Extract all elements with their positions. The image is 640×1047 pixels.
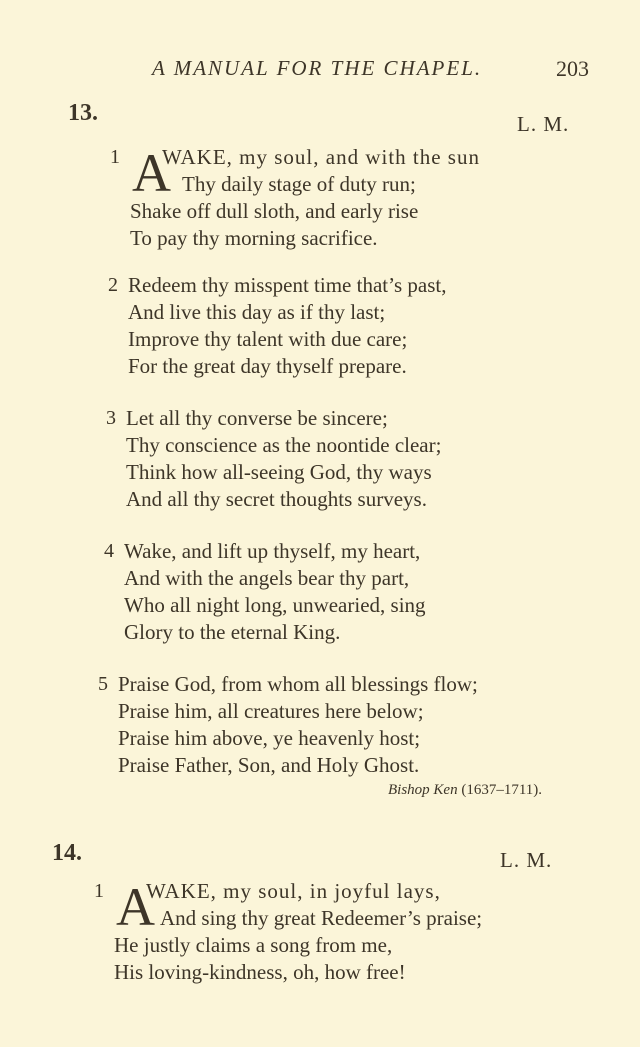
stanza-number: 5 (98, 673, 108, 695)
verse-line: Praise God, from whom all blessings flow; (118, 672, 478, 696)
verse-line: Let all thy converse be sincere; (126, 406, 388, 430)
verse-line: His loving-kindness, oh, how free! (114, 960, 406, 984)
verse-line: WAKE, my soul, and with the sun (162, 145, 480, 169)
verse-line: WAKE, my soul, in joyful lays, (146, 879, 441, 903)
verse-line: Who all night long, unwearied, sing (124, 593, 426, 617)
verse-line: Redeem thy misspent time that’s past, (128, 273, 447, 297)
drop-cap: A (132, 143, 171, 203)
stanza-number: 1 (94, 880, 104, 902)
verse-line: Shake off dull sloth, and early rise (130, 199, 419, 223)
hymn-number-13: 13. (68, 100, 98, 126)
verse-line: Improve thy talent with due care; (128, 327, 408, 351)
stanza-number: 2 (108, 274, 118, 296)
verse-line: He justly claims a song from me, (114, 933, 393, 957)
verse-line: And sing thy great Redeemer’s praise; (160, 906, 483, 930)
stanza-number: 1 (110, 146, 120, 168)
author-name: Bishop Ken (388, 782, 458, 798)
verse-line: And all thy secret thoughts surveys. (126, 487, 427, 511)
hymn-14-meter: L. M. (500, 848, 553, 872)
verse-line: Praise him, all creatures here below; (118, 699, 424, 723)
verse-line: For the great day thyself prepare. (128, 354, 407, 378)
author-dates: (1637–1711). (461, 782, 543, 798)
drop-cap: A (116, 877, 155, 937)
hymn-number-14: 14. (52, 840, 82, 866)
verse-line: Praise him above, ye heavenly host; (118, 726, 421, 750)
hymn-13-meter: L. M. (517, 112, 570, 136)
stanza-number: 4 (104, 540, 114, 562)
page-number: 203 (556, 56, 589, 81)
hymn-13-attribution (388, 782, 542, 799)
verse-line: Thy daily stage of duty run; (182, 172, 416, 196)
verse-line: To pay thy morning sacrifice. (130, 226, 378, 250)
verse-line: Praise Father, Son, and Holy Ghost. (118, 753, 420, 777)
verse-line: And live this day as if thy last; (128, 300, 386, 324)
verse-line: Glory to the eternal King. (124, 620, 341, 644)
running-title: A MANUAL FOR THE CHAPEL. (152, 56, 483, 80)
verse-line: And with the angels bear thy part, (124, 566, 410, 590)
stanza-number: 3 (106, 407, 116, 429)
verse-line: Think how all-seeing God, thy ways (126, 460, 432, 484)
verse-line: Wake, and lift up thyself, my heart, (124, 539, 421, 563)
verse-line: Thy conscience as the noontide clear; (126, 433, 442, 457)
